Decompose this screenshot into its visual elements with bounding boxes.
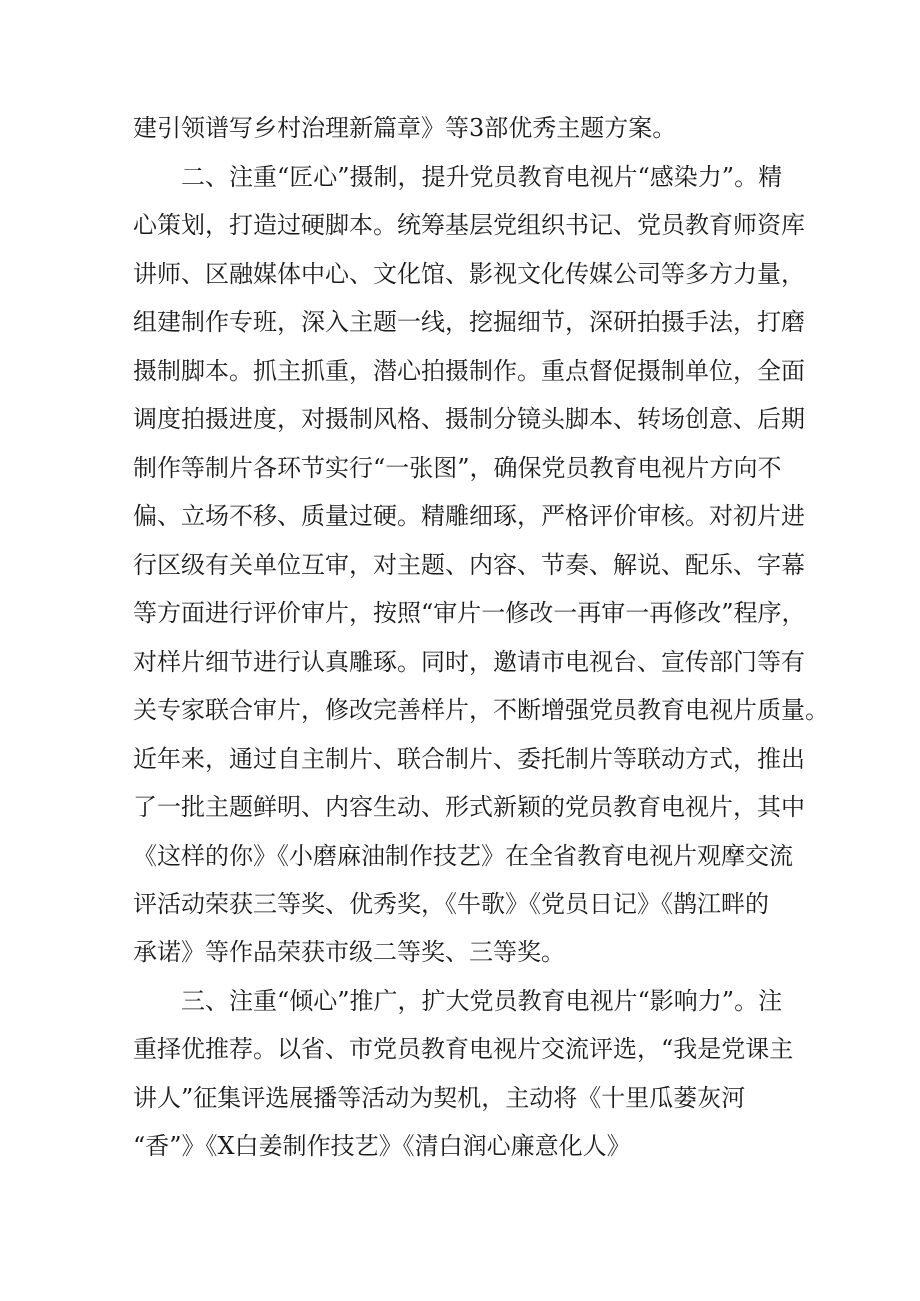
text-line: 调度拍摄进度，对摄制风格、摄制分镜头脚本、转场创意、后期 (133, 405, 805, 433)
paragraph-heading: 二、注重“匠心”摄制，提升党员教育电视片“感染力”。精 (181, 163, 783, 191)
text-line: 关专家联合审片，修改完善样片，不断增强党员教育电视片质量。 (133, 696, 829, 724)
text-line: 建引领谱写乡村治理新篇章》等3部优秀主题方案。 (133, 114, 677, 142)
text-line: 评活动荣获三等奖、优秀奖，《牛歌》《党员日记》《鹊江畔的 (133, 890, 769, 918)
text-line: “香”》《X白姜制作技艺》《清白润心廉意化人》 (133, 1132, 631, 1160)
text-line: 对样片细节进行认真雕琢。同时，邀请市电视台、宣传部门等有 (133, 648, 805, 676)
text-line: 讲师、区融媒体中心、文化馆、影视文化传媒公司等多方力量， (133, 260, 805, 288)
text-line: 近年来，通过自主制片、联合制片、委托制片等联动方式，推出 (133, 745, 805, 773)
text-line: 行区级有关单位互审，对主题、内容、节奏、解说、配乐、字幕 (133, 551, 805, 579)
text-line: 《这样的你》《小磨麻油制作技艺》在全省教育电视片观摩交流 (133, 842, 793, 870)
text-line: 组建制作专班，深入主题一线，挖掘细节，深研拍摄手法，打磨 (133, 308, 805, 336)
text-line: 等方面进行评价审片，按照“审片一修改一再审一再修改”程序， (133, 599, 806, 627)
text-line: 偏、立场不移、质量过硬。精雕细琢，严格评价审核。对初片进 (133, 502, 805, 530)
text-line: 讲人”征集评选展播等活动为契机，主动将《十里瓜蒌灰河 (133, 1084, 746, 1112)
text-line: 制作等制片各环节实行“一张图”，确保党员教育电视片方向不 (133, 454, 782, 482)
text-line: 了一批主题鲜明、内容生动、形式新颖的党员教育电视片，其中 (133, 793, 805, 821)
text-line: 摄制脚本。抓主抓重，潜心拍摄制作。重点督促摄制单位，全面 (133, 357, 805, 385)
text-line: 心策划，打造过硬脚本。统筹基层党组织书记、党员教育师资库 (133, 211, 805, 239)
text-line: 承诺》等作品荣获市级二等奖、三等奖。 (133, 938, 565, 966)
paragraph-heading: 三、注重“倾心”推广，扩大党员教育电视片“影响力”。注 (181, 987, 783, 1015)
text-line: 重择优推荐。以省、市党员教育电视片交流评选，“我是党课主 (133, 1035, 794, 1063)
